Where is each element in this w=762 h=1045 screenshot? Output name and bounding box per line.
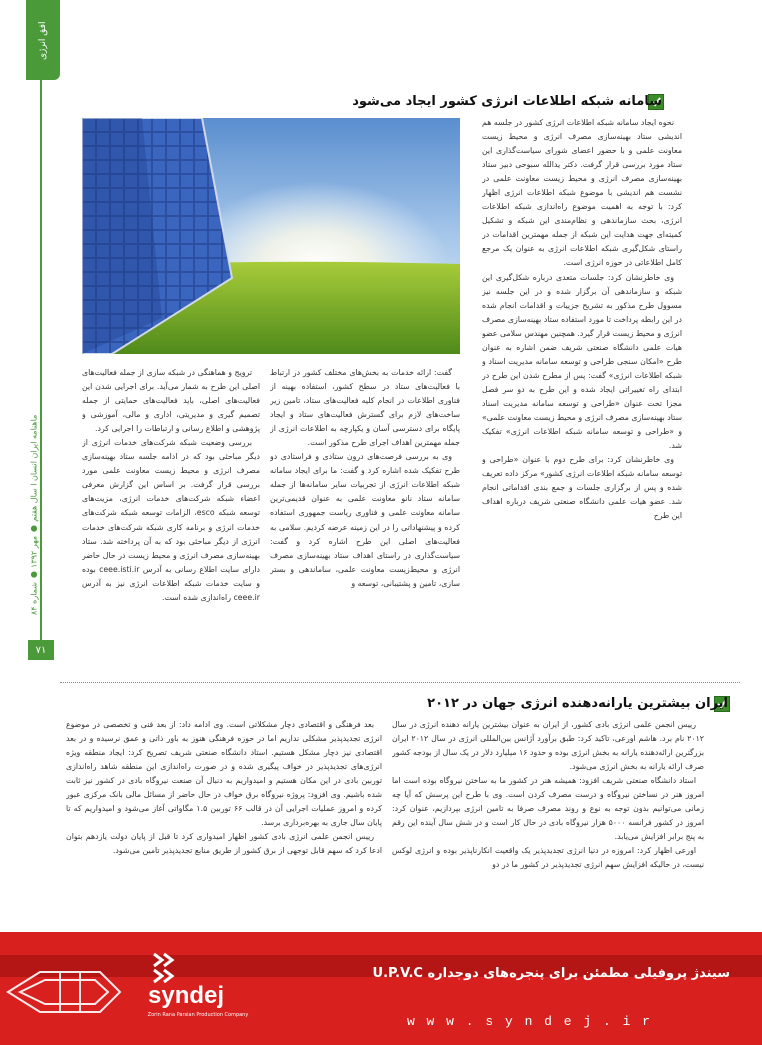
paragraph: نحوه ایجاد سامانه شبکه اطلاعات انرژی کشور در جلسه هم اندیشی ستاد بهینه‌سازی مصرف انرژی و محیط زیست معاونت علمی و با حضور اعضای شورای سیاست‌گذاری این ستاد مورد بررسی قرار گرفت. دکتر یدالله سبوحی دبیر ستاد بهینه‌سازی مصرف انرژی و محیط زیست معاونت علمی در نشست هم اندیشی با موضوع شبکه اطلاعات انرژی اظهار کرد: با توجه به اهمیت موضوع راه‌اندازی شبکه اطلاعات انرژی، بحث سازماندهی و نظام‌مندی این شبکه و تشکیل کمیته‌ای جهت هدایت این شبکه از جمله مهمترین اقدامات در راستای شکل‌گیری شبکه اطلاعات انرژی به عنوان یک مرجع کامل اطلاعاتی در حوزه انرژی است. [482, 118, 682, 268]
brand-subtitle: Zorin Rana Parsian Production Company [147, 1012, 249, 1018]
paragraph: رییس انجمن علمی انرژی بادی کشور، از ایران به عنوان بیشترین یارانه دهنده انرژی در سال ۲۰۱۲ نام برد. هاشم اورعی، تاکید کرد: طبق برآورد آژانس بین‌المللی انرژی در سال ۲۰۱۲ ایران بزرگترین ارائه‌دهنده یارانه به بخش انرژی بوده و حدود ۱۶ میلیارد دلار در یک سال از بودجه کشور صرف ارائه یارانه به بخش انرژی می‌شود. [392, 720, 704, 772]
paragraph: اورعی اظهار کرد: امروزه در دنیا انرژی تجدیدپذیر یک واقعیت انکارناپذیر بوده و انرژی لوکس نیست، در حالیکه افزایش سهم انرژی تجدیدپذیر در کشور ما در دو [392, 846, 704, 870]
paragraph: وی خاطرنشان کرد: جلسات متعدی درباره شکل‌گیری این شبکه و سازماندهی آن برگزار شده و در این جلسه نیز مسوول طرح مذکور به تشریح جزییات و اقدامات انجام شده در این رابطه پرداخت تا مورد استفاده ستاد بهینه‌سازی مصرف انرژی و محیط زیست قرار گیرد. همچنین مهندس سلامی عضو هیات علمی دانشگاه صنعتی شریف ضمن اشاره به عنوان طرح «امکان سنجی طراحی و توسعه سامانه مدیریت اسناد و شبکه اطلاعات انرژی» گفت: پس از مطرح شدن این طرح در ابتدای راه تغییراتی ایجاد شده و این طرح به دو سر فصل مجزا تحت عنوان «طراحی و توسعه سامانه مدیریت اسناد ستاد بهینه‌سازی مصرف انرژی و محیط زیست معاونت علمی» و «طراحی و توسعه سامانه شبکه اطلاعات انرژی» تفکیک شد. [482, 272, 682, 451]
paragraph: وی به بررسی فرصت‌های درون ستادی و فراستادی دو طرح تفکیک شده اشاره کرد و گفت: ما برای ایجاد سامانه شبکه اطلاعات انرژی از تجربیات سایر سامانه‌ها از جمله سامانه ستاد نانو معاونت علمی به عنوان قدیمی‌ترین سامانه معاونت علمی و فناوری ریاست جمهوری استفاده کرده و پیشنهاداتی را در این زمینه عرضه کردیم. سلامی به فعالیت‌های اصلی این طرح اشاره کرد و گفت: سیاست‌گذاری در راستای اهداف ستاد بهینه‌سازی مصرف انرژی و محیط‌زیست معاونت علمی، ساماندهی و بستر سازی، تامین و پشتیبانی، توسعه و [270, 452, 460, 588]
brand-name: syndej [148, 982, 225, 1009]
paragraph: رییس انجمن علمی انرژی بادی کشور اظهار امیدواری کرد تا قبل از پایان دولت یازدهم بتوان ادعا کرد که سهم قابل توجهی از برق کشور از طریق منابع تجدیدپذیر تامین می‌شود. [66, 832, 382, 856]
website-link[interactable]: w w w . s y n d e j . i r [406, 1014, 652, 1029]
brand-logo-icon [150, 952, 180, 986]
paragraph: وی خاطرنشان کرد: برای طرح دوم با عنوان «طراحی و توسعه سامانه شبکه اطلاعات انرژی کشور» مرکز داده تعریف شده و پس از برگزاری جلسات و جمع بندی اقداماتی انجام شد. عضو هیات علمی دانشگاه صنعتی شریف درباره اهداف این طرح [482, 455, 682, 521]
page-number: ۷۱ [28, 640, 54, 660]
ad-slogan: سیندژ پروفیلی مطمئن برای پنجره‌های دوجداره U.P.V.C [372, 966, 730, 981]
paragraph: استاد دانشگاه صنعتی شریف افزود: همیشه هنر در کشور ما به ساختن نیروگاه بوده است اما امروز هنر در نساختن نیروگاه و درست مصرف کردن است. وی با طرح این پرسش که آیا چه زمانی می‌توانیم بدون توجه به نوع و روند مصرف صرفا به تامین انرژی بپردازیم، عنوان کرد: امروز در کشور فرانسه ۵۰۰۰ هزار نیروگاه بادی در حال کار است و در شش سال آینده این رقم به پنج برابر افزایش می‌یابد. [392, 776, 704, 842]
paragraph: ترویج و هماهنگی در شبکه سازی از جمله فعالیت‌های اصلی این طرح به شمار می‌آید. برای اجرایی شدن این فعالیت‌های اصلی، باید فعالیت‌های حمایتی از جمله تصمیم گیری و مدیریتی، اداری و مالی، آموزشی و پژوهشی و اطلاع رسانی و ارتباطات را اجرایی کرد. [82, 368, 260, 434]
solar-panel-photo [82, 118, 460, 354]
paragraph: بررسی وضعیت شبکه شرکت‌های خدمات انرژی از دیگر مباحثی بود که در ادامه جلسه ستاد بهینه‌سازی مصرف انرژی و محیط زیست معاونت علمی مورد بررسی قرار گرفت. بر اساس این گزارش معرفی اعضاء شبکه شرکت‌های خدمات انرژی، مزیت‌های توسعه شبکه esco، الزامات توسعه شبکه شرکت‌های خدمات انرژی و برنامه کاری شبکه شرکت‌های خدمات انرژی از دیگر مباحثی بود که به آن پرداخته شد. ستاد بهینه‌سازی مصرف انرژی و محیط زیست در حال حاضر دارای سایت اطلاع رسانی به آدرس ceee.isti.ir بوده و سایت خدمات شبکه اطلاعات انرژی نیز به آدرس ceee.ir راه‌اندازی شده است. [82, 438, 260, 602]
issue-meta: ماهنامه ایران انسان ا سال هفتم ● مهر ۱۳۹۲ ● شماره ۸۴ [29, 414, 39, 616]
article2-col-right [392, 718, 704, 924]
article-title: ایران بیشترین یارانه‌دهنده انرژی جهان در ۲۰۱۲ [427, 696, 728, 711]
article1-col-left [82, 366, 260, 672]
paragraph: گفت: ارائه خدمات به بخش‌های مختلف کشور در ارتباط با فعالیت‌های ستاد در سطح کشور، استفاده بهینه از فناوری اطلاعات در انجام کلیه فعالیت‌های ستاد، تامین زیر ساخت‌های لازم برای گسترش فعالیت‌های ستاد و ایجاد پایگاه برای دسترسی آسان و یکپارچه به اطلاعات انرژی از جمله مهمترین اهداف اجرای طرح مذکور است. [270, 368, 460, 448]
article2-col-left [66, 718, 382, 924]
paragraph: بعد فرهنگی و اقتصادی دچار مشکلاتی است. وی ادامه داد: از بعد فنی و تخصصی در موضوع انرژی تجدیدپذیر مشکلی نداریم اما در حوزه فرهنگی هنوز به باور ذاتی و عمق نرسیده و در بعد اقتصادی نیز دچار مشکل هستیم. استاد دانشگاه صنعتی شریف تصریح کرد: ایجاد منطقه ویژه انرژی‌های تجدیدپذیر در خواف پیگیری شده و در صورت راه‌اندازی این منطقه شاهد راه‌اندازی توربین بادی در این مکان هستیم و امیدواریم به دنبال آن صنعت نیروگاه بادی در کشور نیز ثابت شده باشیم. وی افزود: پروژه نیروگاه برق خواف در حال حاضر از مسائل مالی بانک مرکزی عبور کرده و امروز عملیات اجرایی آن در قالب ۶۶ توربین ۱.۵ مگاواتی آغاز می‌شود و امیدواریم که تا پایان سال جاری به بهره‌برداری برسد. [66, 720, 382, 828]
article-divider [60, 682, 740, 683]
article1-col-right [482, 116, 682, 684]
article-title: سامانه شبکه اطلاعات انرژی کشور ایجاد می‌شود [352, 94, 662, 109]
footer-ad [0, 932, 762, 1045]
article1-col-middle [270, 366, 460, 672]
section-label: افق انرژی [38, 21, 48, 61]
